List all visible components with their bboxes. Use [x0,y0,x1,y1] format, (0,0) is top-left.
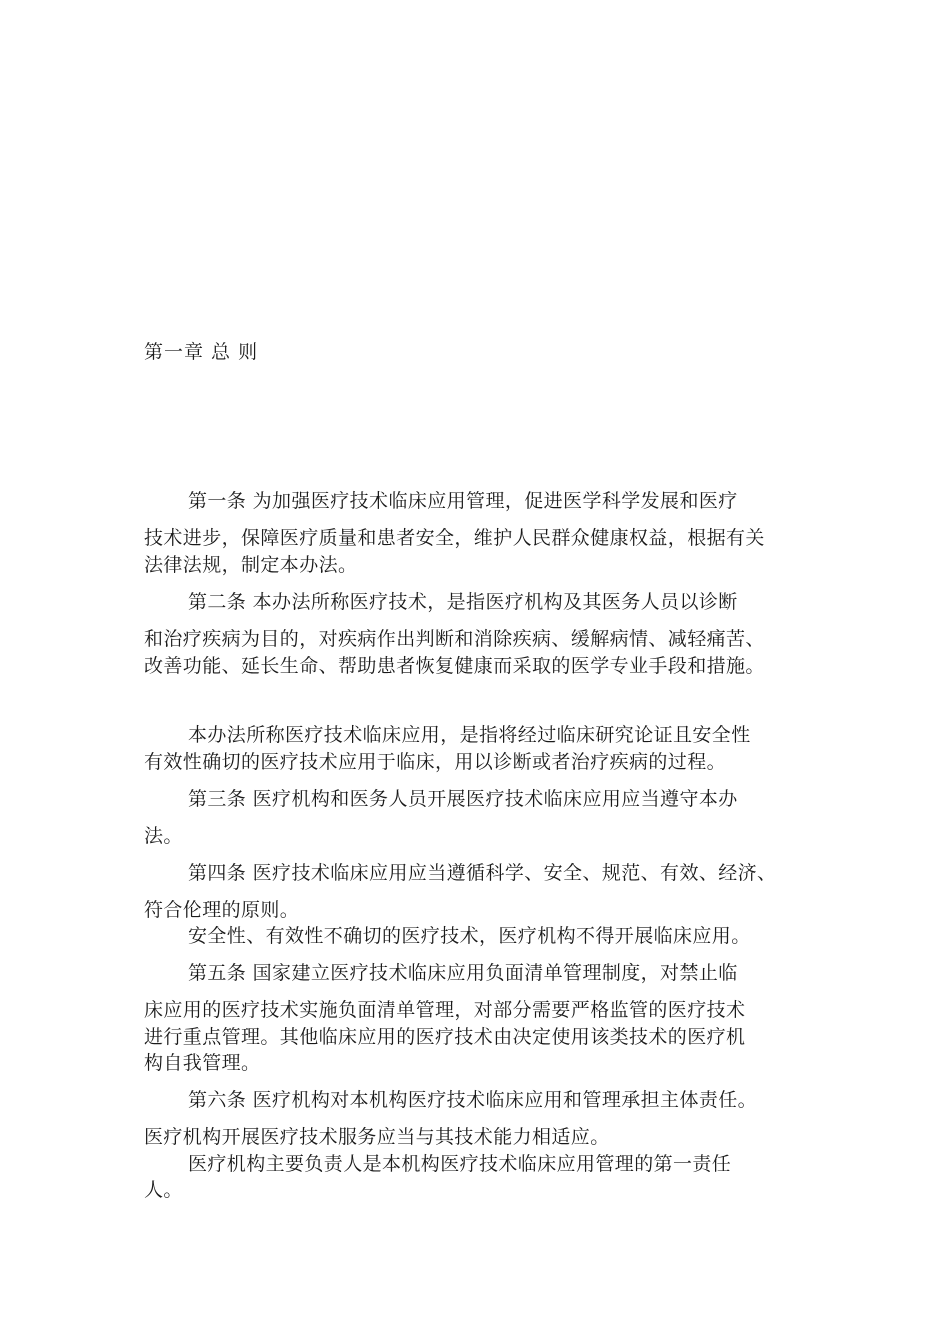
article-1-line-2: 技术进步，保障医疗质量和患者安全，维护人民群众健康权益，根据有关 [144,527,765,549]
article-5-line-3: 进行重点管理。其他临床应用的医疗技术由决定使用该类技术的医疗机 [144,1026,746,1048]
article-6-para-2-line-2: 人。 [144,1179,183,1201]
article-6-para-2-line-1: 医疗机构主要负责人是本机构医疗技术临床应用管理的第一责任 [188,1153,732,1175]
article-6-line-1: 第六条 医疗机构对本机构医疗技术临床应用和管理承担主体责任。 [188,1089,758,1111]
article-2-line-1: 第二条 本办法所称医疗技术，是指医疗机构及其医务人员以诊断 [188,591,738,613]
article-4-line-1: 第四条 医疗技术临床应用应当遵循科学、安全、规范、有效、经济、 [188,862,777,884]
article-6-line-2: 医疗机构开展医疗技术服务应当与其技术能力相适应。 [144,1126,610,1148]
article-3-line-2: 法。 [144,825,183,847]
article-1-line-1: 第一条 为加强医疗技术临床应用管理，促进医学科学发展和医疗 [188,490,738,512]
article-2-line-2: 和治疗疾病为目的，对疾病作出判断和消除疾病、缓解病情、减轻痛苦、 [144,628,765,650]
article-4-para-2: 安全性、有效性不确切的医疗技术，医疗机构不得开展临床应用。 [188,925,751,947]
article-2-line-3: 改善功能、延长生命、帮助患者恢复健康而采取的医学专业手段和措施。 [144,655,765,677]
article-5-line-4: 构自我管理。 [144,1052,261,1074]
article-5-line-2: 床应用的医疗技术实施负面清单管理，对部分需要严格监管的医疗技术 [144,999,746,1021]
article-1-line-3: 法律法规，制定本办法。 [144,554,358,576]
article-3-line-1: 第三条 医疗机构和医务人员开展医疗技术临床应用应当遵守本办 [188,788,738,810]
chapter-title: 第一章 总 则 [144,341,259,363]
article-4-line-2: 符合伦理的原则。 [144,899,300,921]
article-2-para-2-line-2: 有效性确切的医疗技术应用于临床，用以诊断或者治疗疾病的过程。 [144,751,727,773]
article-2-para-2-line-1: 本办法所称医疗技术临床应用，是指将经过临床研究论证且安全性 [188,724,751,746]
article-5-line-1: 第五条 国家建立医疗技术临床应用负面清单管理制度，对禁止临 [188,962,738,984]
